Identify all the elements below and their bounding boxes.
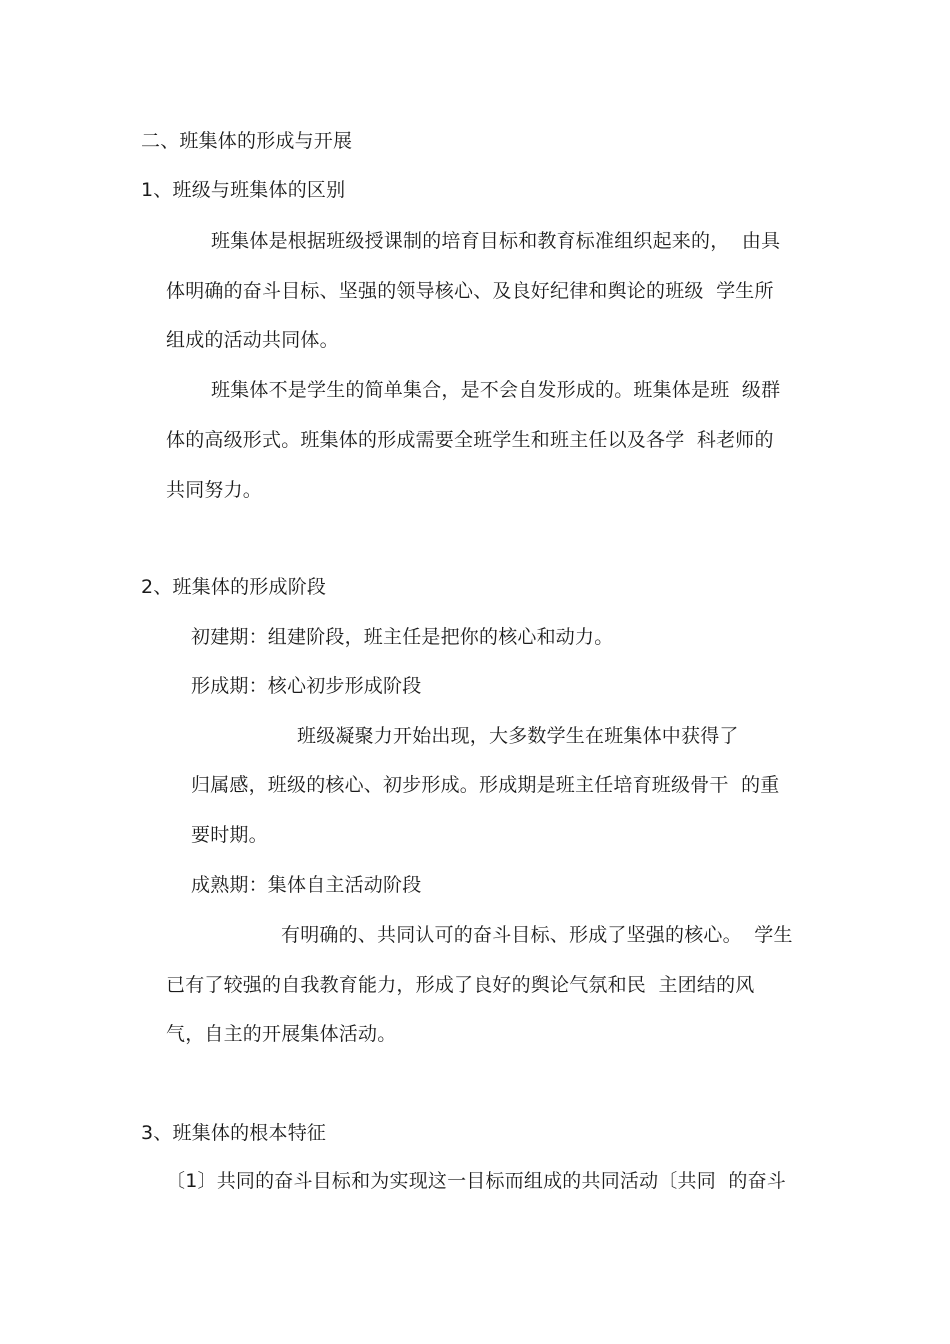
stage-forming: 形成期：核心初步形成阶段 <box>191 675 422 697</box>
stage-initial: 初建期：组建阶段，班主任是把你的核心和动力。 <box>191 626 614 648</box>
document-heading: 二、班集体的形成与开展 <box>141 130 353 152</box>
stage-mature-desc-line-3: 气，自主的开展集体活动。 <box>166 1023 397 1045</box>
stage-mature: 成熟期：集体自主活动阶段 <box>191 874 422 896</box>
section-3-item-1: 〔1〕共同的奋斗目标和为实现这一目标而组成的共同活动〔共同 的奋斗 <box>166 1170 786 1192</box>
stage-mature-desc-line-2: 已有了较强的自我教育能力，形成了良好的舆论气氛和民 主团结的风 <box>166 974 755 996</box>
section-1-title: 1、班级与班集体的区别 <box>141 179 346 201</box>
stage-forming-desc-line-1: 班级凝聚力开始出现，大多数学生在班集体中获得了 <box>297 725 739 747</box>
section-1-paragraph-1-line-3: 组成的活动共同体。 <box>166 329 339 351</box>
stage-forming-desc-line-3: 要时期。 <box>191 824 268 846</box>
section-2-title: 2、班集体的形成阶段 <box>141 576 327 598</box>
section-1-paragraph-1-line-2: 体明确的奋斗目标、坚强的领导核心、及良好纪律和舆论的班级 学生所 <box>166 280 774 302</box>
stage-mature-desc-line-1: 有明确的、共同认可的奋斗目标、形成了坚强的核心。 学生 <box>281 924 793 946</box>
stage-forming-desc-line-2: 归属感，班级的核心、初步形成。形成期是班主任培育班级骨干 的重 <box>191 774 780 796</box>
section-1-paragraph-1-line-1: 班集体是根据班级授课制的培育目标和教育标准组织起来的， 由具 <box>211 230 781 252</box>
section-1-paragraph-2-line-1: 班集体不是学生的简单集合，是不会自发形成的。班集体是班 级群 <box>211 379 781 401</box>
section-3-title: 3、班集体的根本特征 <box>141 1122 327 1144</box>
section-1-paragraph-2-line-3: 共同努力。 <box>166 479 263 501</box>
section-1-paragraph-2-line-2: 体的高级形式。班集体的形成需要全班学生和班主任以及各学 科老师的 <box>166 429 774 451</box>
